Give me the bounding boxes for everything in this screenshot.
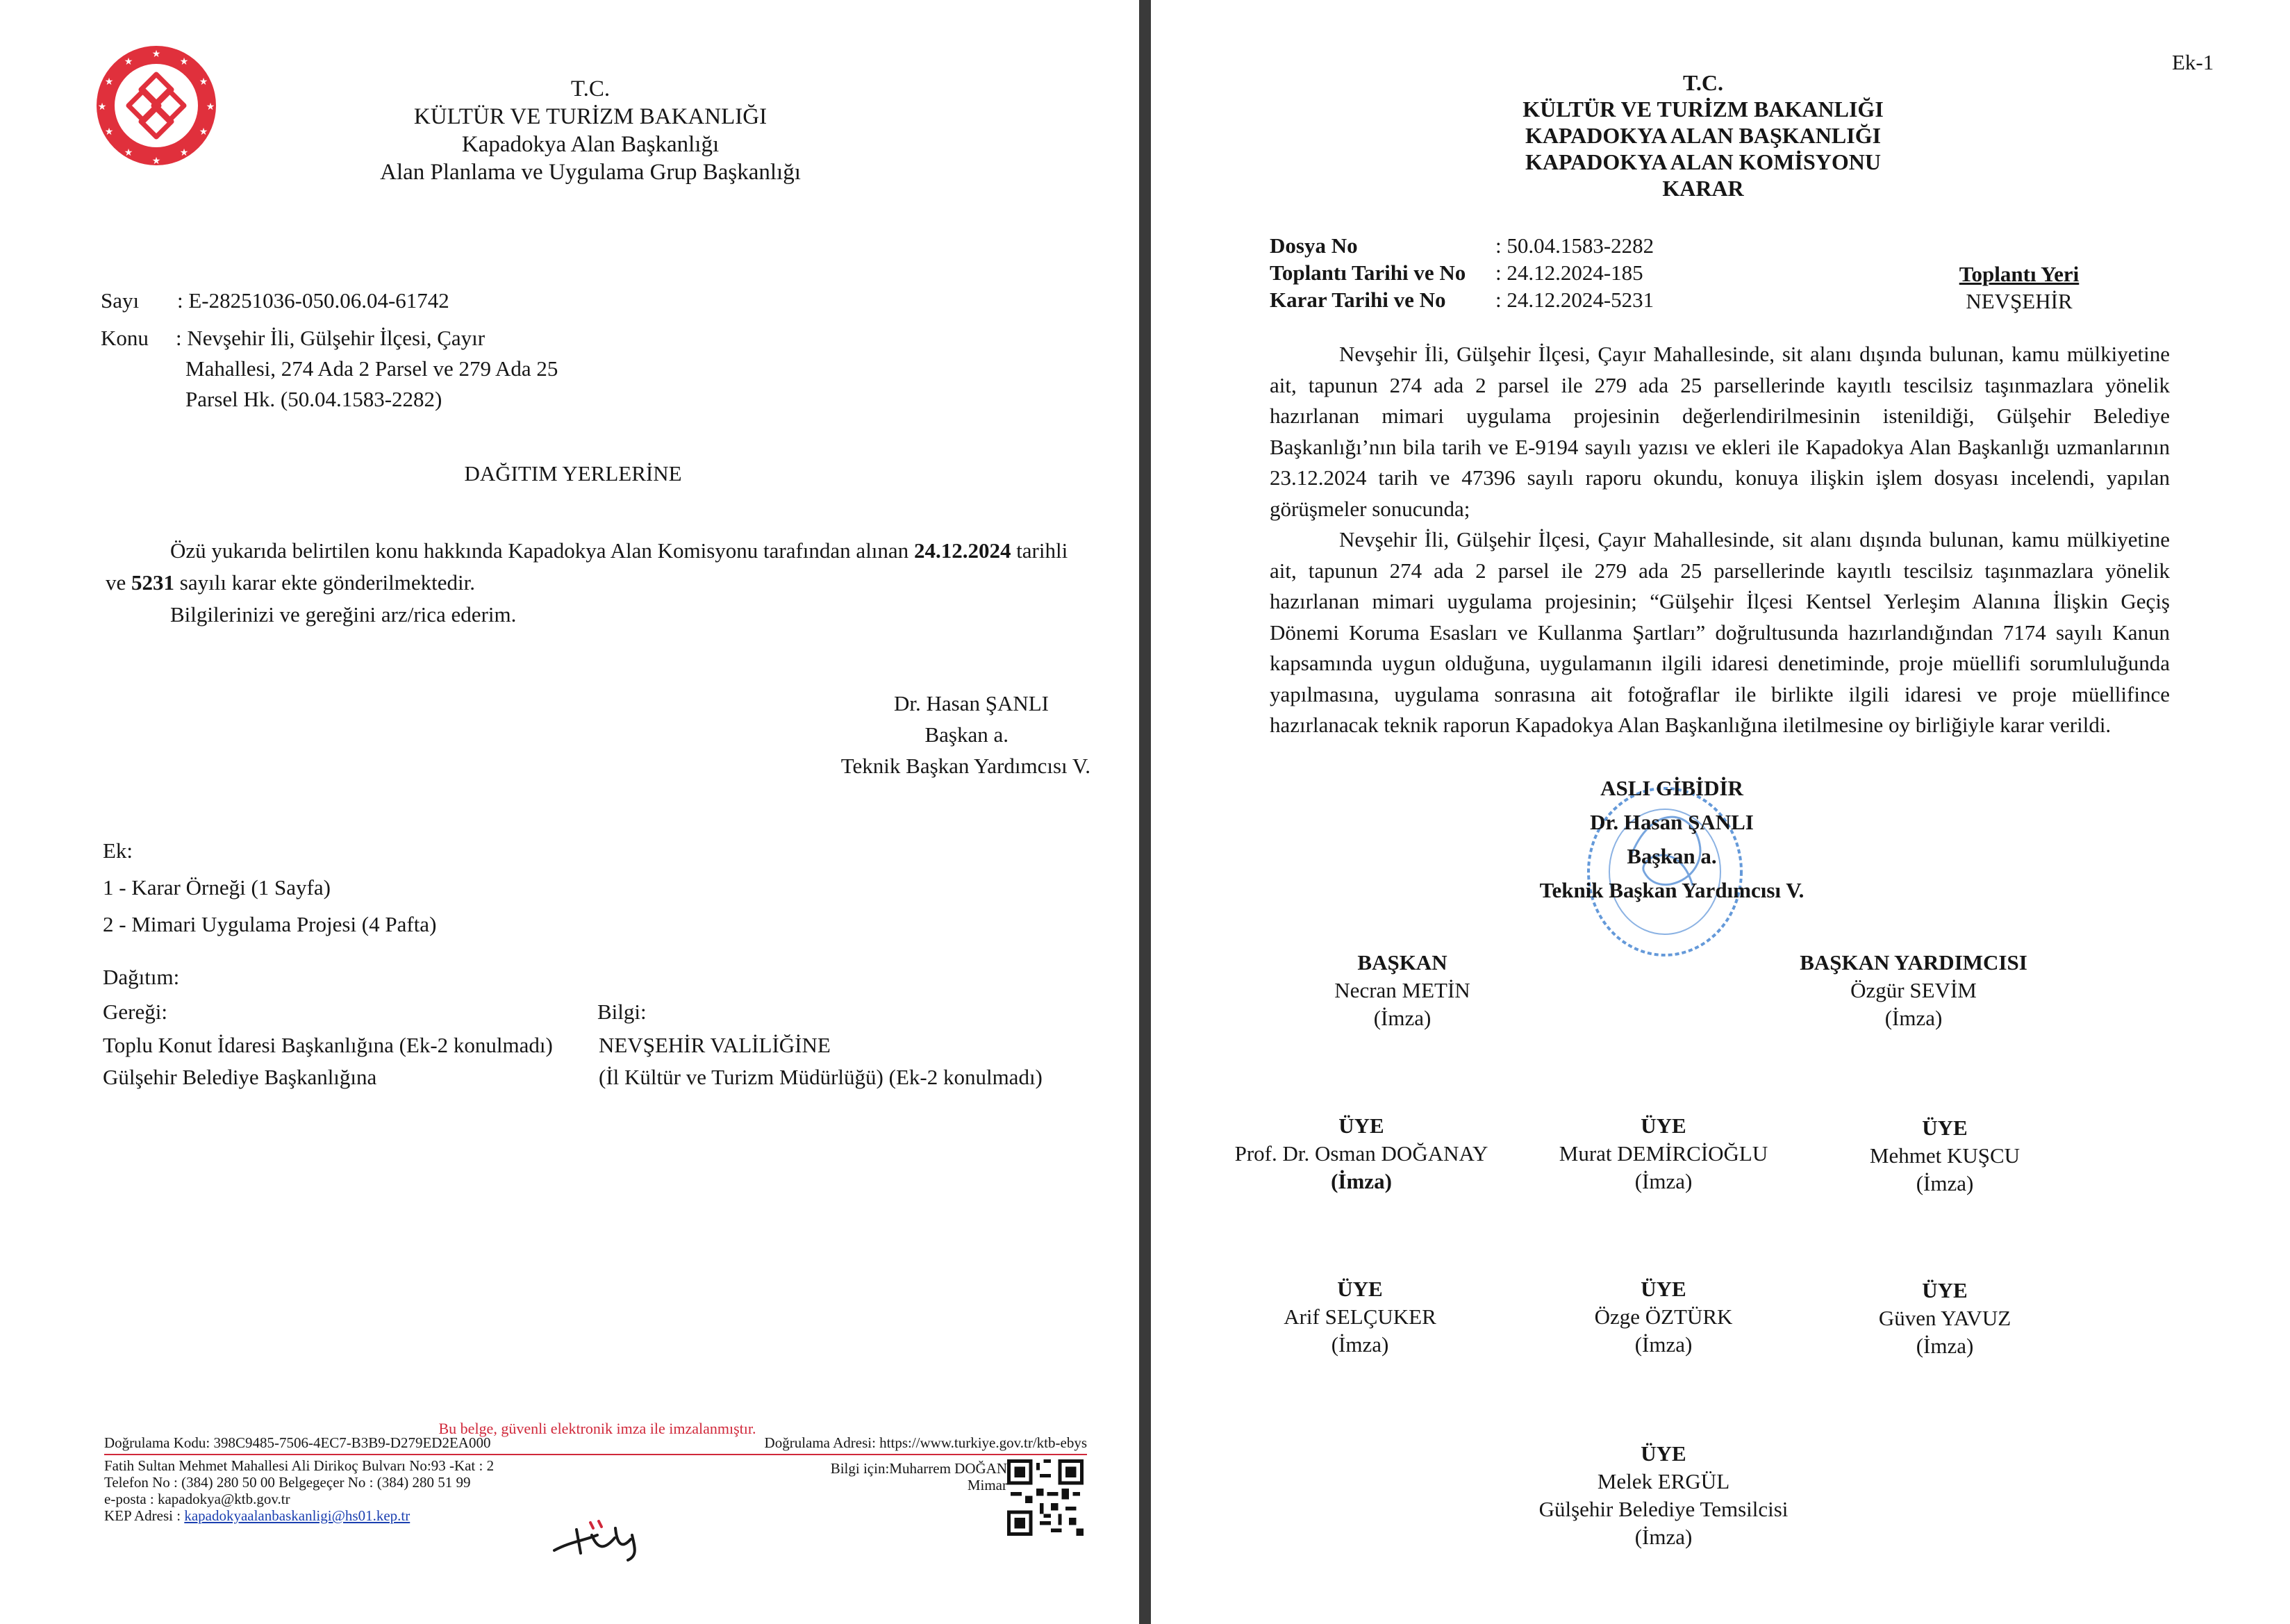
letter-paragraph-2: Bilgilerinizi ve gereğini arz/rica ederim. xyxy=(170,602,517,627)
decision-text xyxy=(1270,339,2170,741)
member-sign: (İmza) xyxy=(1916,1171,1974,1195)
svg-text:★: ★ xyxy=(124,56,133,67)
geregi-recipient: Toplu Konut İdaresi Başkanlığına (Ek-2 konulmadı) xyxy=(103,1033,553,1057)
konu-line: Mahallesi, 274 Ada 2 Parsel ve 279 Ada 25 xyxy=(185,356,558,381)
member-role: ÜYE xyxy=(1641,1277,1686,1301)
svg-text:★: ★ xyxy=(151,49,161,60)
svg-text:★: ★ xyxy=(199,76,208,88)
member-sign: (İmza) xyxy=(1634,1169,1693,1193)
bilgi-label: Bilgi: xyxy=(597,1000,647,1024)
attachment-item: 2 - Mimari Uygulama Projesi (4 Pafta) xyxy=(103,912,437,936)
header-tc: T.C. xyxy=(570,76,611,101)
meeting-place-value: NEVŞEHİR xyxy=(1966,289,2073,313)
commission-member xyxy=(1316,1440,2011,1551)
sayi-value: : E-28251036-050.06.04-61742 xyxy=(177,288,449,313)
meeting-date-row: Toplantı Tarihi ve No : 24.12.2024-185 xyxy=(1270,260,1643,285)
signer-name: Dr. Hasan ŞANLI xyxy=(894,691,1049,715)
contact-kep: KEP Adresi : kapadokyaalanbaskanligi@hs01.kep.tr xyxy=(104,1507,410,1524)
attachments-label: Ek: xyxy=(103,838,133,863)
signer-title: Başkan a. xyxy=(924,722,1009,747)
member-sign: (İmza) xyxy=(1331,1332,1389,1357)
member-name: Mehmet KUŞCU xyxy=(1869,1143,2021,1168)
svg-text:★: ★ xyxy=(179,147,189,158)
member-role: ÜYE xyxy=(1922,1278,1968,1302)
meeting-place xyxy=(1915,260,2123,315)
member-role: ÜYE xyxy=(1337,1277,1383,1301)
geregi-label: Gereği: xyxy=(103,1000,167,1024)
certified-title: Başkan a. xyxy=(1627,844,1717,868)
konu-line: : Nevşehir İli, Gülşehir İlçesi, Çayır xyxy=(176,326,486,350)
verification-code: Doğrulama Kodu: 398C9485-7506-4EC7-B3B9-D279ED2EA000 xyxy=(104,1434,491,1451)
contact-phone: Telefon No : (384) 280 50 00 Belgegeçer No : (384) 280 51 99 xyxy=(104,1474,471,1491)
svg-text:★: ★ xyxy=(179,56,189,67)
header-commission: KAPADOKYA ALAN KOMİSYONU xyxy=(1525,149,1882,174)
ministry-emblem-icon xyxy=(94,43,219,168)
member-name: Necran METİN xyxy=(1334,978,1470,1002)
attachments-list xyxy=(103,832,658,943)
member-sign: (İmza) xyxy=(1634,1525,1693,1549)
member-name: Prof. Dr. Osman DOĞANAY xyxy=(1234,1141,1488,1166)
kep-link[interactable]: kapadokyaalanbaskanligi@hs01.kep.tr xyxy=(184,1507,410,1524)
bilgi-recipient: (İl Kültür ve Turizm Müdürlüğü) (Ek-2 konulmadı) xyxy=(599,1065,1043,1089)
file-info xyxy=(1270,232,1825,313)
geregi-recipient: Gülşehir Belediye Başkanlığına xyxy=(103,1065,377,1089)
commission-member xyxy=(1764,1277,2125,1360)
header-decision: KARAR xyxy=(1662,176,1744,201)
header-department: Alan Planlama ve Uygulama Grup Başkanlığı xyxy=(380,160,801,185)
info-contact-title: Mimar xyxy=(967,1477,1007,1493)
header-directorate: KAPADOKYA ALAN BAŞKANLIĞI xyxy=(1525,123,1882,148)
svg-text:★: ★ xyxy=(151,156,161,167)
commission-member-president xyxy=(1222,949,1583,1032)
letter-paragraph-1: Özü yukarıda belirtilen konu hakkında Kapadokya Alan Komisyonu tarafından alınan 24.12.2024 tarihli ve 5231 sayılı karar ekte gönderilmektedir. xyxy=(106,538,1068,595)
qr-code-icon xyxy=(1007,1459,1084,1536)
header-ministry: KÜLTÜR VE TURİZM BAKANLIĞI xyxy=(413,104,768,129)
member-role: ÜYE xyxy=(1922,1116,1968,1140)
member-sign: (İmza) xyxy=(1634,1332,1693,1357)
certified-label: ASLI GİBİDİR xyxy=(1600,776,1743,800)
decision-paragraph-2: Nevşehir İli, Gülşehir İlçesi, Çayır Mahallesinde, sit alanı dışında bulunan, kamu mülkiyetine ait, tapunun 274 ada 2 parsel ile 279 ada 25 parsellerinde kayıtlı tescilsiz taşınmazlara yönelik hazırlanan mimari uygulama projesinin; “Gülşehir İlçesi Kentsel Yerleşim Alanına İlişkin Geçiş Dönemi Koruma Esasları ve Kullanma Şartları” doğrultusunda hazırlandığından 7174 sayılı Kanun kapsamında uygun olduğuna, uygulamanın ilgili idaresi denetiminde, proje müellifi sorumluluğunda yapılmasına, uygulama sonrasına ait fotoğraflar ile birlikte ilgili idaresi ve proje müellifince hazırlanacak teknik raporun Kapadokya Alan Başkanlığına iletilmesine oy birliğiyle karar verildi. xyxy=(1270,527,2170,737)
member-role: BAŞKAN YARDIMCISI xyxy=(1800,950,2027,975)
decision-paragraph-1: Nevşehir İli, Gülşehir İlçesi, Çayır Mahallesinde, sit alanı dışında bulunan, kamu mülkiyetine ait, tapunun 274 ada 2 parsel ile 279 ada 25 parsellerinde kayıtlı tescilsiz taşınmazlara yönelik hazırlanan mimari uygulama projesinin değerlendirilmesinin istenildiği, Gülşehir Belediye Başkanlığı’nın bila tarih ve E-9194 sayılı yazısı ve ekleri ile Kapadokya Alan Başkanlığı uzmanlarının 23.12.2024 tarih ve 47396 sayılı raporu okundu, konuya ilişkin işlem dosyası incelendi, yapılan görüşmeler sonucunda; xyxy=(1270,342,2170,521)
document-number xyxy=(101,285,449,316)
meeting-place-label: Toplantı Yeri xyxy=(1959,262,2080,286)
member-role: ÜYE xyxy=(1641,1113,1686,1138)
decision-date-row: Karar Tarihi ve No : 24.12.2024-5231 xyxy=(1270,288,1654,312)
svg-text:★: ★ xyxy=(124,147,133,158)
sayi-label: Sayı xyxy=(101,288,140,313)
bilgi-recipient: NEVŞEHİR VALİLİĞİNE xyxy=(599,1033,831,1057)
esign-notice: Bu belge, güvenli elektronik imza ile imzalanmıştır. xyxy=(438,1420,756,1437)
attachment-item: 1 - Karar Örneği (1 Sayfa) xyxy=(103,875,331,900)
info-contact-name: Bilgi için:Muharrem DOĞAN xyxy=(830,1460,1007,1477)
member-sign: (İmza) xyxy=(1884,1006,1943,1030)
signer-block xyxy=(778,688,1090,781)
signer-title: Teknik Başkan Yardımcısı V. xyxy=(840,754,1090,778)
header-ministry: KÜLTÜR VE TURİZM BAKANLIĞI xyxy=(1522,97,1884,122)
member-sign: (İmza) xyxy=(1373,1006,1432,1030)
recipient-title: DAĞITIM YERLERİNE xyxy=(464,461,682,486)
commission-header xyxy=(1391,69,2016,201)
member-name: Özgür SEVİM xyxy=(1850,978,1977,1002)
decision-page xyxy=(1151,0,2290,1624)
member-name: Melek ERGÜL xyxy=(1597,1469,1730,1493)
certified-copy-block xyxy=(1526,771,1818,907)
svg-text:★: ★ xyxy=(97,101,107,113)
cover-letter-page xyxy=(0,0,1139,1624)
konu-label: Konu xyxy=(101,326,149,350)
member-name: Güven YAVUZ xyxy=(1878,1306,2011,1330)
konu-line: Parsel Hk. (50.04.1583-2282) xyxy=(185,387,442,411)
commission-member xyxy=(1764,1114,2125,1198)
certified-title: Teknik Başkan Yardımcısı V. xyxy=(1539,878,1804,902)
member-role: ÜYE xyxy=(1338,1113,1384,1138)
member-name: Arif SELÇUKER xyxy=(1284,1304,1436,1329)
member-role: ÜYE xyxy=(1641,1441,1686,1466)
svg-text:★: ★ xyxy=(199,126,208,138)
distribution-label: Dağıtım: xyxy=(103,965,180,989)
verification-address[interactable]: Doğrulama Adresi: https://www.turkiye.gov.tr/ktb-ebys xyxy=(764,1434,1087,1451)
verification-line xyxy=(104,1434,1087,1455)
svg-text:★: ★ xyxy=(104,76,114,88)
svg-text:★: ★ xyxy=(104,126,114,138)
contact-email: e-posta : kapadokya@ktb.gov.tr xyxy=(104,1491,290,1507)
commission-member-vice-president xyxy=(1733,949,2094,1032)
header-directorate: Kapadokya Alan Başkanlığı xyxy=(461,132,720,157)
file-no-row: Dosya No : 50.04.1583-2282 xyxy=(1270,233,1654,258)
document-subject xyxy=(101,323,629,411)
certified-signer: Dr. Hasan ŞANLI xyxy=(1590,810,1754,834)
distribution-list xyxy=(103,960,1117,1093)
annex-label: Ek-1 xyxy=(2172,50,2214,74)
member-role: BAŞKAN xyxy=(1357,950,1447,975)
contact-address: Fatih Sultan Mehmet Mahallesi Ali Dirikoç Bulvarı No:93 -Kat : 2 xyxy=(104,1457,495,1474)
turkiye-brand-icon xyxy=(549,1514,646,1563)
member-affiliation: Gülşehir Belediye Temsilcisi xyxy=(1538,1497,1789,1521)
member-name: Özge ÖZTÜRK xyxy=(1594,1304,1733,1329)
svg-text:★: ★ xyxy=(206,101,215,113)
info-contact xyxy=(729,1460,1007,1493)
member-sign: (İmza) xyxy=(1916,1334,1974,1358)
letter-body xyxy=(106,535,1085,631)
member-sign: (İmza) xyxy=(1331,1169,1392,1193)
ministry-header xyxy=(347,75,833,186)
header-tc: T.C. xyxy=(1682,70,1724,95)
member-name: Murat DEMİRCİOĞLU xyxy=(1559,1141,1768,1166)
